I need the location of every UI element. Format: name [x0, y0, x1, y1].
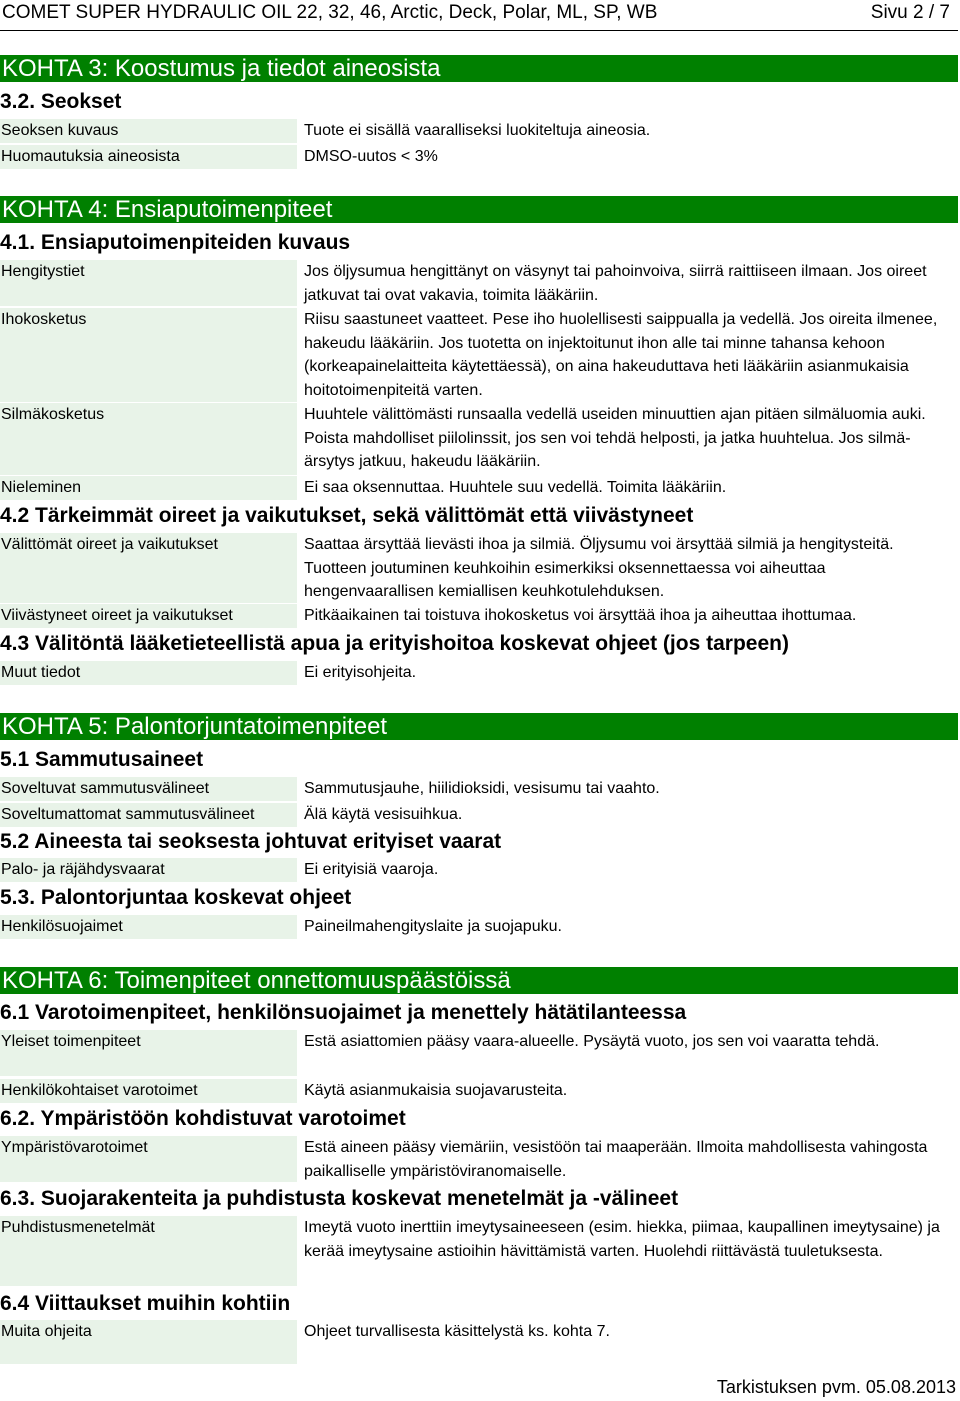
- page-number: Sivu 2 / 7: [870, 2, 950, 23]
- row-value: Tuote ei sisällä vaaralliseksi luokiteltuja aineosia.: [304, 122, 651, 139]
- row-label: Ihokosketus: [0, 308, 297, 402]
- row-label: Silmäkosketus: [0, 403, 297, 475]
- subsection-6-4-heading: 6.4 Viittaukset muihin kohtiin: [0, 1292, 291, 1315]
- subsection-4-3-heading: 4.3 Välitöntä lääketieteellistä apua ja erityishoitoa koskevat ohjeet (jos tarpeen): [0, 632, 789, 655]
- row-value: Ohjeet turvallisesta käsittelystä ks. kohta 7.: [304, 1323, 610, 1340]
- row-label: Hengitystiet: [0, 260, 297, 306]
- row-label: Nieleminen: [0, 476, 297, 500]
- row-value: Ei erityisiä vaaroja.: [304, 861, 439, 878]
- subsection-6-2-heading: 6.2. Ympäristöön kohdistuvat varotoimet: [0, 1107, 406, 1130]
- row-value: Pitkäaikainen tai toistuva ihokosketus voi ärsyttää ihoa ja aiheuttaa ihottumaa.: [304, 607, 857, 624]
- row-value: Estä aineen pääsy viemäriin, vesistöön tai maaperään. Ilmoita mahdollisesta vahingosta paikalliselle ympäristöviranomaiselle.: [304, 1139, 928, 1180]
- header-divider: [0, 30, 958, 31]
- row-value: Riisu saastuneet vaatteet. Pese iho huolellisesti saippualla ja vedellä. Jos oireita ilmenee, hakeudu lääkäriin. Jos tuotetta on injektoitunut ihon alle tai minne tahansa kehoon (korkeapainelaitteita käytettäessä), on aina hakeuduttava heti lääkäriin asianmukaisia hoitotoimenpiteitä varten.: [304, 311, 938, 399]
- row-value: Huuhtele välittömästi runsaalla vedellä useiden minuuttien ajan pitäen silmäluomia auki. Poista mahdolliset piilolinssit, jos sen voi tehdä helposti, ja jatka huuhtelua. Jos silmä-ärsytys jatkuu, hakeudu lääkäriin.: [304, 406, 926, 471]
- row-label: Puhdistusmenetelmät: [0, 1216, 297, 1286]
- row-label: Välittömät oireet ja vaikutukset: [0, 533, 297, 603]
- subsection-4-2-heading: 4.2 Tärkeimmät oireet ja vaikutukset, sekä välittömät että viivästyneet: [0, 504, 694, 527]
- row-label: Muita ohjeita: [0, 1320, 297, 1364]
- subsection-4-1-heading: 4.1. Ensiaputoimenpiteiden kuvaus: [0, 231, 351, 254]
- row-value: Paineilmahengityslaite ja suojapuku.: [304, 918, 562, 935]
- row-label: Seoksen kuvaus: [0, 119, 297, 143]
- subsection-3-2-heading: 3.2. Seokset: [0, 90, 122, 113]
- section-3-heading: KOHTA 3: Koostumus ja tiedot aineosista: [0, 55, 958, 82]
- row-label: Soveltumattomat sammutusvälineet: [0, 803, 297, 827]
- subsection-6-1-heading: 6.1 Varotoimenpiteet, henkilönsuojaimet ja menettely hätätilanteessa: [0, 1001, 687, 1024]
- row-label: Huomautuksia aineosista: [0, 145, 297, 169]
- subsection-5-1-heading: 5.1 Sammutusaineet: [0, 748, 204, 771]
- row-value: Imeytä vuoto inerttiin imeytysaineeseen (esim. hiekka, piimaa, kaupallinen imeytysaine) ja kerää imeytysaine astioihin hävittämistä varten. Huolehdi riittävästä tuuletuksesta.: [304, 1219, 940, 1260]
- subsection-5-3-heading: 5.3. Palontorjuntaa koskevat ohjeet: [0, 886, 352, 909]
- section-6-heading: KOHTA 6: Toimenpiteet onnettomuuspäästöissä: [0, 967, 958, 994]
- row-label: Viivästyneet oireet ja vaikutukset: [0, 604, 297, 628]
- row-value: DMSO-uutos < 3%: [304, 148, 438, 165]
- row-value: Käytä asianmukaisia suojavarusteita.: [304, 1082, 568, 1099]
- document-title: COMET SUPER HYDRAULIC OIL 22, 32, 46, Arctic, Deck, Polar, ML, SP, WB: [2, 2, 658, 23]
- row-value: Sammutusjauhe, hiilidioksidi, vesisumu tai vaahto.: [304, 780, 660, 797]
- row-label: Ympäristövarotoimet: [0, 1136, 297, 1182]
- revision-date: Tarkistuksen pvm. 05.08.2013: [716, 1377, 956, 1397]
- subsection-5-2-heading: 5.2 Aineesta tai seoksesta johtuvat erityiset vaarat: [0, 830, 502, 853]
- row-label: Muut tiedot: [0, 661, 297, 685]
- row-value: Saattaa ärsyttää lievästi ihoa ja silmiä. Öljysumu voi ärsyttää silmiä ja hengitysteitä. Tuotteen joutuminen keuhkoihin esimerkiksi oksennettaessa voi aiheuttaa hengenvaarallisen kemiallisen keuhkotulehduksen.: [304, 536, 894, 601]
- row-value: Jos öljysumua hengittänyt on väsynyt tai pahoinvoiva, siirrä raittiiseen ilmaan. Jos oireet jatkuvat tai ovat vakavia, toimita lääkäriin.: [304, 263, 927, 304]
- section-4-heading: KOHTA 4: Ensiaputoimenpiteet: [0, 196, 958, 223]
- row-label: Soveltuvat sammutusvälineet: [0, 777, 297, 801]
- row-label: Palo- ja räjähdysvaarat: [0, 858, 297, 882]
- row-label: Henkilösuojaimet: [0, 915, 297, 939]
- row-value: Älä käytä vesisuihkua.: [304, 806, 463, 823]
- row-value: Ei erityisohjeita.: [304, 664, 417, 681]
- section-5-heading: KOHTA 5: Palontorjuntatoimenpiteet: [0, 713, 958, 740]
- row-label: Yleiset toimenpiteet: [0, 1030, 297, 1076]
- row-label: Henkilökohtaiset varotoimet: [0, 1079, 297, 1103]
- row-value: Ei saa oksennuttaa. Huuhtele suu vedellä. Toimita lääkäriin.: [304, 479, 727, 496]
- subsection-6-3-heading: 6.3. Suojarakenteita ja puhdistusta koskevat menetelmät ja -välineet: [0, 1187, 679, 1210]
- row-value: Estä asiattomien pääsy vaara-alueelle. Pysäytä vuoto, jos sen voi vaaratta tehdä.: [304, 1033, 880, 1050]
